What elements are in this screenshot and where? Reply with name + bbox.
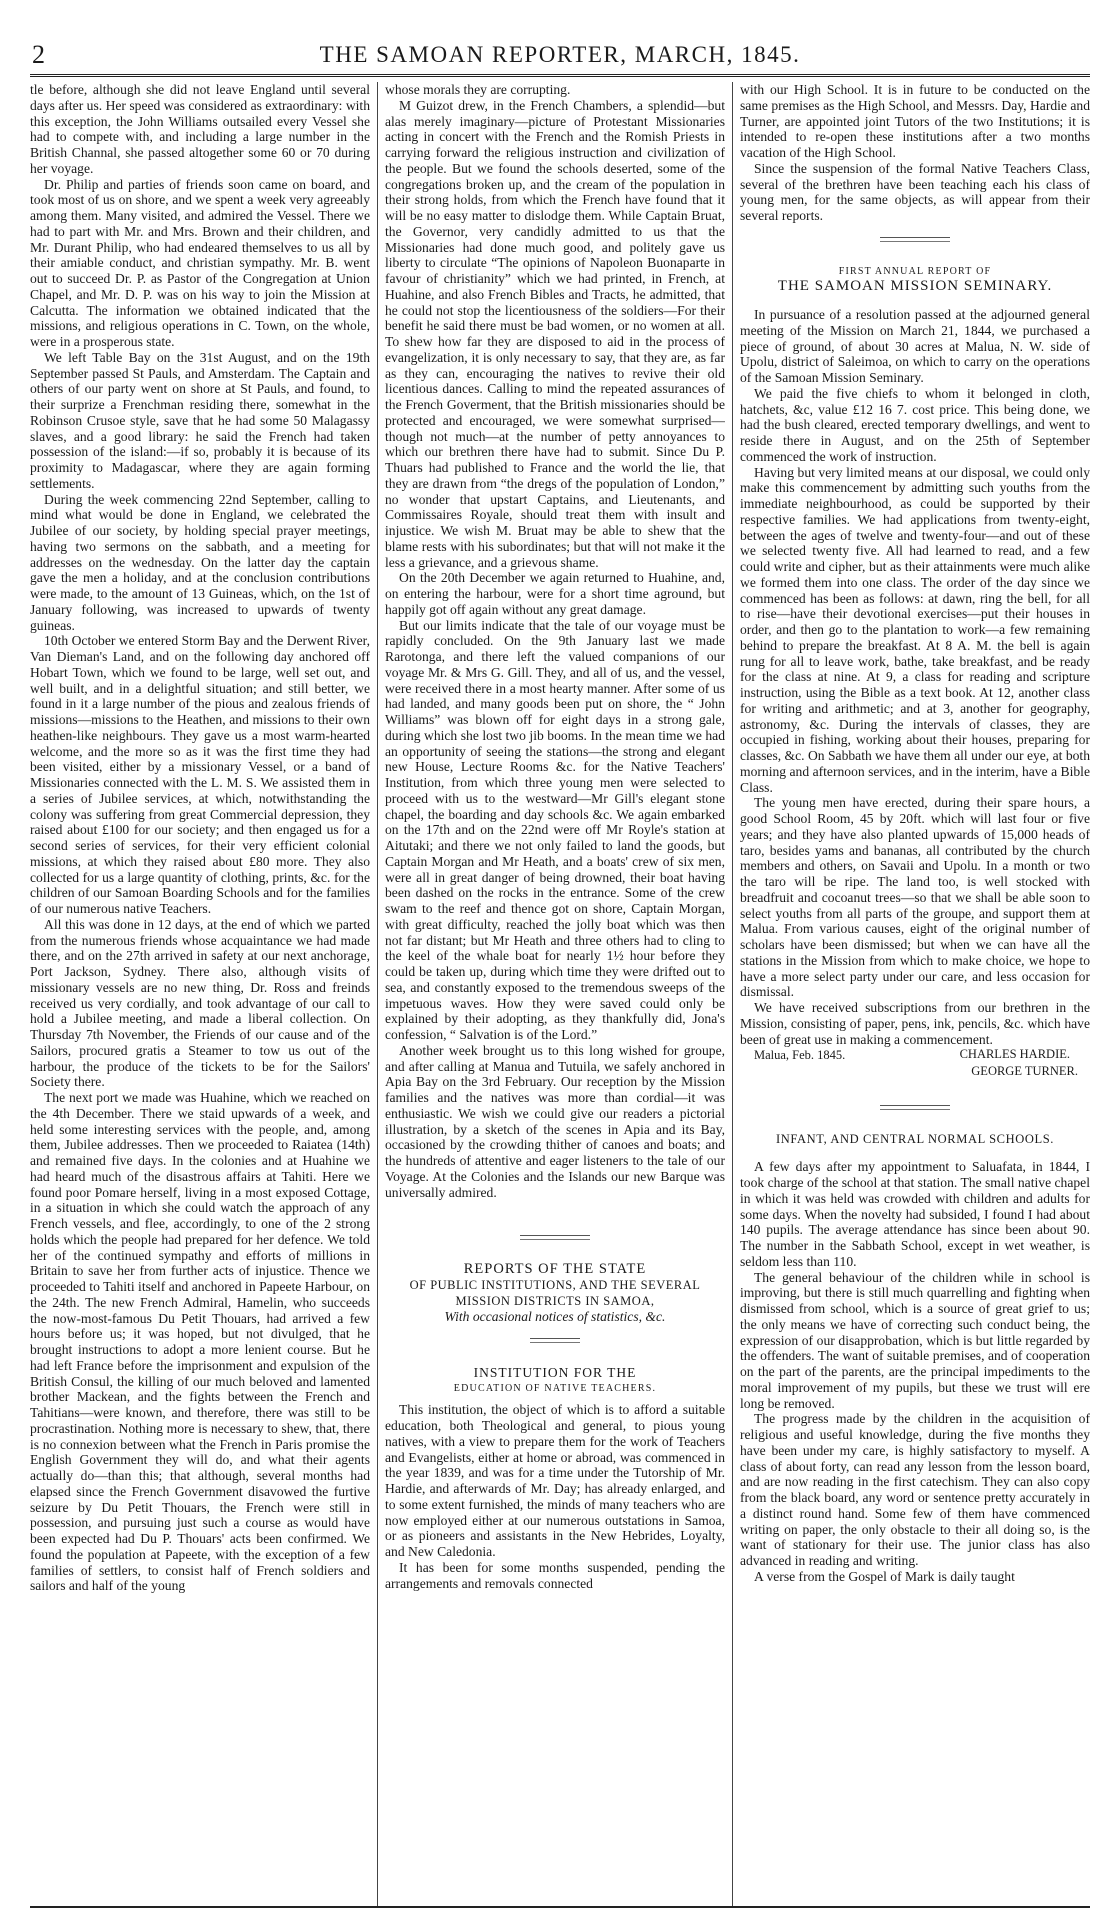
paragraph: In pursuance of a resolution passed at the adjourned general meeting of the Mission on March 21, 1844, we purchased a piece of ground, of about 30 acres at Malua, N. W. side of Upolu, district of Saleimoa, on which to carry on the operations of the Samoan Mission Seminary. — [740, 307, 1090, 385]
newspaper-title: THE SAMOAN REPORTER, MARCH, 1845. — [319, 42, 801, 67]
paragraph: 10th October we entered Storm Bay and the Derwent River, Van Dieman's Land, and on the following day anchored off Hobart Town, which we found to be large, well set out, and well built, and in a delightful situation; and still better, we found in it a large number of the pious and zealous friends of missions—missions to the Heathen, and missions to their own heathen-like neighbours. They gave us a most warm-hearted welcome, and the more so as it was the first time they had been visited, either by a missionary Vessel, or a band of Missionaries connected with the L. M. S. We assisted them in a series of Jubilee services, at which, notwithstanding the colony was suffering from great Commercial depression, they raised about £100 for our society; and then engaged us for a second series of services, for their very efficient colonial missions, at which they raised about £80 more. They also collected for us a large quantity of clothing, prints, &c. for the children of our Samoan Boarding Schools and for the families of our numerous native Teachers. — [30, 633, 370, 916]
ornament-divider — [385, 1228, 725, 1244]
paragraph: whose morals they are corrupting. — [385, 82, 571, 97]
paragraph: Having but very limited means at our disposal, we could only make this commencement by admitting such youths from the immediate neighbourhood, as could be supported by their respective families. We had applications from twenty-eight, between the ages of twelve and twenty-four—and out of these we selected twenty five. All had learned to read, and a few could write and cipher, but as their attainments were much alike we formed them into one class. The order of the day since we commenced has been as follows: at dawn, ring the bell, for all to rise—have their devotional exercises—put their houses in order, and then go to the plantation to work—a few remaining behind to prepare the breakfast. At 8 A. M. the bell is again rung for all to leave work, bathe, take breakfast, and be ready for the class at nine. At 9, a class for reading and scripture instruction, using the Bible as a text book. At 12, another class for writing and arithmetic; and at 3, another for geography, astronomy, &c. During the intervals of classes, they are occupied in fishing, working about their houses, preparing for classes, &c. On Sabbath we have them all under our eye, at both morning and afternoon services, and in the interim, have a Bible Class. — [740, 464, 1090, 795]
paragraph: Another week brought us to this long wished for groupe, and after calling at Manua and Tutuila, we safely anchored in Apia Bay on the 3rd February. Our reception by the Mission families and the natives was more than cordial—it was enthusiastic. We wish we could give our readers a pictorial illustration, by a sketch of the scenes in Apia and its Bay, occasioned by the crowding thither of canoes and boats; and the hundreds of attentive and eager listeners to the tale of our Voyage. At the Colonies and the Islands our new Barque was universally admired. — [385, 1042, 725, 1200]
reports-heading-line2: OF PUBLIC INSTITUTIONS, AND THE SEVERAL — [409, 1277, 701, 1292]
ornament-divider — [740, 230, 1090, 246]
paragraph: On the 20th December we again returned to Huahine, and, on entering the harbour, were for a short time aground, but happily got off again without any great damage. — [385, 570, 725, 617]
ornament-divider — [385, 1331, 725, 1347]
ornament-divider — [740, 1098, 1090, 1114]
column-rule — [377, 82, 378, 1908]
seminary-heading: THE SAMOAN MISSION SEMINARY. — [777, 278, 1053, 295]
paragraph: The progress made by the children in the acquisition of religious and useful knowledge, during the five months they have been under my care, is highly satisfactory to myself. A class of about forty, can read any lesson from the lesson board, and are now reading in the first catechism. They can also copy from the black board, any word or sentence pretty accurately in a distinct round hand. Some few of them have commenced writing on paper, the only obstacle to their all doing so, is the want of stationary for their use. The junior class has also advanced in reading and writing. — [740, 1411, 1090, 1568]
paragraph: A verse from the Gospel of Mark is daily taught — [754, 1568, 1015, 1584]
paragraph: It has been for some months suspended, pending the arrangements and removals connected — [385, 1559, 725, 1591]
paragraph: We paid the five chiefs to whom it belonged in cloth, hatchets, &c, value £12 16 7. cost price. This being done, we had the bush cleared, erected temporary dwellings, and went to reside there in August, and on the 25th of September commenced the work of instruction. — [740, 385, 1090, 464]
reports-heading: REPORTS OF THE STATE — [463, 1261, 647, 1277]
column-2 — [385, 82, 725, 1904]
paragraph: The next port we made was Huahine, which we reached on the 4th December. There we staid upwards of a week, and held some interesting services with the people, and, among them, Jubilee addresses. Then we proceeded to Raiatea (14th) and remained five days. In the colonies and at Huahine we had heard much of the disastrous affairs at Tahiti. Here we found poor Pomare herself, living in a most exposed Cottage, in a situation in which she could watch the approach of any French vessels, and flee, accordingly, to one of the 2 strong holds which the people had prepared for her defence. We told her of the continued sympathy and efforts of millions in Britain to save her from further acts of injustice. Thence we proceeded to Tahiti itself and anchored in Papeete Harbour, on the 24th. The new French Admiral, Hamelin, who succeeds the now-most-famous Du Petit Thouars, had arrived a few hours before us; it was hoped, but not divulged, that he brought instructions to adopt a more lenient course. But he had left France before the imprisonment and expulsion of the British Consul, the killing of our much beloved and lamented brother Mackean, and the fights between the French and Tahitians—were known, and therefore, there was still to be procrastination. Nothing more is necessary to shew, that, there is no connexion between what the French in Paris promise the English Government they will do, and what their agents actually do—than this; that although, several months had elapsed since the French Government disavowed the furtive seizure by Du Petit Thouars, the French were still in possession, and pursuing just such a course as would have been expected had Du P. Thouars' acts been confirmed. We found the population at Papeete, with the exception of a few families of settlers, to consist half of French soldiers and sailors and half of the young — [30, 1090, 370, 1594]
paragraph: But our limits indicate that the tale of our voyage must be rapidly concluded. On the 9th January last we made Rarotonga, and there left the valued companions of our voyage Mr. & Mrs G. Gill. They, and all of us, and the vessel, were received there in a most hearty manner. After some of us had landed, and many goods been put on shore, the “ John Williams” was blown off for eight days in a strong gale, during which she lost two jib booms. In the mean time we had an opportunity of seeing the stations—the strong and elegant new House, Lecture Rooms &c. for the Native Teachers' Institution, from which three young men were selected to proceed with us to the westward—Mr Gill's elegant stone chapel, the boarding and day schools &c. We again embarked on the 17th and on the 22nd were off Mr Royle's station at Aitutaki; and there we not only failed to land the goods, but Captain Morgan and Mr Heath, and a boats' crew of six men, were all in great danger of being drowned, their boat having been dashed on the rocks in the entrance. Some of the crew swam to the reef and thence got on shore, Captain Morgan, with great difficulty, reached the jolly boat which was then not far distant; but Mr Heath and three others had to cling to the keel of the whale boat for nearly 1½ hour before they could be taken up, during which time they were drifted out to sea, and constantly exposed to the tremendous sweeps of the impetuous waves. How they were saved could only be explained by their adopting, as they thankfully did, Jona's confession, “ Salvation is of the Lord.” — [385, 617, 725, 1042]
paragraph: tle before, although she did not leave England until several days after us. Her speed was considered as extraordinary: with this exception, the John Williams outsailed every Vessel she had to compete with, and including a large number in the British Channal, she passed altogether some 60 or 70 during her voyage. — [30, 82, 370, 176]
infant-schools-heading: INFANT, AND CENTRAL NORMAL SCHOOLS. — [776, 1131, 1054, 1146]
signature-name: GEORGE TURNER. — [971, 1064, 1078, 1078]
paragraph: We have received subscriptions from our brethren in the Mission, consisting of paper, pens, ink, pencils, &c. which have been of great use in making a commencement. — [740, 1000, 1090, 1047]
signature-name: CHARLES HARDIE. — [959, 1047, 1070, 1062]
reports-subheading: With occasional notices of statistics, &c. — [444, 1309, 666, 1325]
masthead — [30, 38, 1090, 77]
column-rule — [732, 82, 733, 1908]
paragraph: Dr. Philip and parties of friends soon came on board, and took most of us on shore, and we spent a week very agreeably among them. Many visited, and admired the Vessel. There we had to part with Mr. and Mrs. Brown and their children, and Mr. Durant Philip, who had endeared themselves to us all by their amiable conduct, and christian sympathy. Mr. B. went out to succeed Dr. P. as Pastor of the Congregation at Union Chapel, and Mr. D. P. was on his way to join the Mission at Calcutta. The information we obtained indicated that the missions, and religious operations in C. Town, on the whole, were in a prosperous state. — [30, 176, 370, 349]
reports-heading-line3: MISSION DISTRICTS IN SAMOA, — [455, 1293, 655, 1308]
newspaper-page — [30, 38, 1090, 1908]
column-1 — [30, 82, 370, 1904]
signature-block — [740, 1047, 1090, 1064]
page-bottom-rule — [30, 1906, 1090, 1908]
paragraph: The young men have erected, during their spare hours, a good School Room, 45 by 20ft. which will last four or five years; and they have also planted upwards of 15,000 heads of taro, besides yams and bananas, all contributed by the church members and others, on Savaii and Upolu. In a month or two the taro will be ripe. The land too, is well stocked with breadfruit and cocoanut trees—so that we shall be able soon to select youths from all parts of the groupe, and support them at Malua. From various causes, eight of the original number of scholars have been dismissed; but when we can have all the stations in the Mission from which to make choice, we hope to have a more select party under our care, and less occasion for dismissal. — [740, 795, 1090, 1000]
institution-heading: INSTITUTION FOR THE — [473, 1364, 637, 1380]
paragraph: The general behaviour of the children while in school is improving, but there is still much quarrelling and fighting when dismissed from school, which is a source of great grief to us; the only means we have of correcting such conduct being, the expression of our disapprobation, which is but little regarded by the offenders. The want of suitable premises, and of cooperation on the part of the parents, are the principal impediments to the moral improvement of my pupils, but these we trust will ere long be removed. — [740, 1269, 1090, 1411]
paragraph: Since the suspension of the formal Native Teachers Class, several of the brethren have been teaching each his class of young men, for the same objects, as will appear from their several reports. — [740, 160, 1090, 223]
column-3 — [740, 82, 1090, 1904]
institution-subheading: EDUCATION OF NATIVE TEACHERS. — [453, 1382, 657, 1394]
paragraph: A few days after my appointment to Saluafata, in 1844, I took charge of the school at that station. The small native chapel in which it was held was crowded with children and adults for some days. When the novelty had subsided, I found I had about 140 pupils. The average attendance has since been about 90. The number in the Sabbath School, except in wet weather, is seldom less than 110. — [740, 1159, 1090, 1269]
seminary-kicker: FIRST ANNUAL REPORT OF — [838, 265, 992, 277]
page-number: 2 — [32, 40, 45, 69]
paragraph: This institution, the object of which is to afford a suitable education, both Theological and general, to pious young natives, with a view to prepare them for the work of Teachers and Evangelists, either at home or abroad, was commenced in the year 1839, and was for a time under the Tutorship of Mr. Hardie, and afterwards of Mr. Day; has already enlarged, and to some extent furnished, the minds of many teachers who are now employed either at our numerous outstations in Samoa, or as pioneers and assistants in the New Hebrides, Loyalty, and New Caledonia. — [385, 1402, 725, 1559]
signature-place: Malua, Feb. 1845. — [754, 1048, 846, 1063]
paragraph: During the week commencing 22nd September, calling to mind what would be done in England, we celebrated the Jubilee of our society, by holding special prayer meetings, having two sermons on the sabbath, and a meeting for addresses on the wednesday. On the latter day the captain gave the men a holiday, and at the conclusion contributions were made, to the amount of 13 Guineas, which, on the 1st of January following, was increased to upwards of twenty guineas. — [30, 491, 370, 633]
paragraph: All this was done in 12 days, at the end of which we parted from the numerous friends whose acquaintance we had made there, and on the 27th arrived in safety at our next anchorage, Port Jackson, Sydney. There also, although visits of missionary vessels are no new thing, Dr. Ross and freinds received us very cordially, and took advantage of our call to hold a Jubilee meeting, and made a liberal collection. On Thursday 7th November, the Friends of our cause and of the Sailors, procured gratis a Steamer to tow us out of the harbour, the produce of the tickets to be for the Sailors' Society there. — [30, 916, 370, 1090]
paragraph: We left Table Bay on the 31st August, and on the 19th September passed St Pauls, and Amsterdam. The Captain and others of our party went on shore at St Pauls, and found, to their surprize a Frenchman residing there, somewhat in the Robinson Crusoe style, save that he had some 50 Malagassy slaves, and a good library: he said the French had taken possession of the island:—if so, probably it is because of its proximity to Madagascar, where they are again forming settlements. — [30, 349, 370, 491]
paragraph: M Guizot drew, in the French Chambers, a splendid—but alas merely imaginary—picture of Protestant Missionaries acting in concert with the French and the Romish Priests in carrying forward the religious instruction and civilization of the people. But we found the schools deserted, some of the congregations broken up, and the cream of the population in their strong holds, from which the French have found that it will be no easy matter to dislodge them. While Captain Bruat, the Governor, very candidly admitted to us that the Missionaries had done much good, and politely gave us liberty to circulate “The opinions of Napoleon Buonaparte in favour of christianity” which we had printed, in French, at Huahine, and also French Bibles and Tracts, he admitted, that he could not stop the licentiousness of the soldiers—For their benefit he said there must be bad women, or no women at all. To shew how far they are disposed to aid in the process of evangelization, it is only necessary to say, that they are, as far as they can, encouraging the natives to revive their old licentious dances. Calling to mind the repeated assurances of the French Goverment, that the British missionaries should be protected and encouraged, we were somewhat surprised—though not much—at the number of petty annoyances to which our brethren there have had to submit. Since Du P. Thuars had published to France and the world the lie, that they are drawn from “the dregs of the population of London,” no wonder that upstart Captains, and Lieutenants, and Commissaires Royale, should treat them with insult and injustice. We wish M. Bruat may be able to shew that the blame rests with his subordinates; but that will not make it the less a grievance, and a grievous shame. — [385, 97, 725, 570]
paragraph: with our High School. It is in future to be conducted on the same premises as the High School, and Messrs. Day, Hardie and Turner, are appointed joint Tutors of the two Institutions; it is intended to re-open these institutions after a two months vacation of the High School. — [740, 82, 1090, 160]
